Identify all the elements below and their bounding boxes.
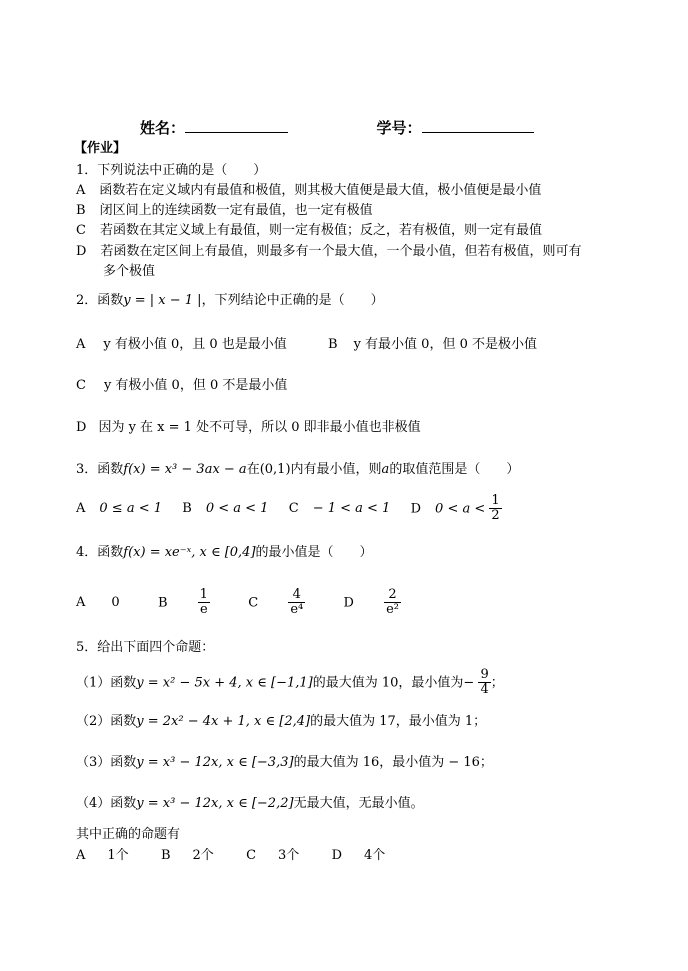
q5-option-b: B 2个 bbox=[160, 848, 214, 863]
q2-option-c: C y 有极小值 0，但 0 不是最小值 bbox=[76, 378, 288, 393]
q2-stem: 2．函数y = | x − 1 |，下列结论中正确的是（ ） bbox=[76, 293, 384, 308]
q3-option-d: D 0 < a < $\frac{1}{2}$ bbox=[410, 493, 500, 524]
q4-options bbox=[76, 588, 401, 618]
q4-stem: 4．函数f(x) = xe⁻ˣ, x ∈ [0,4]的最小值是（ ） bbox=[76, 545, 373, 560]
q5-proposition-4: （4）函数y = x³ − 12x, x ∈ [−2,2]无最大值，无最小值。 bbox=[76, 796, 424, 811]
q5-option-c: C 3个 bbox=[246, 848, 300, 863]
q5-option-d: D 4个 bbox=[331, 848, 386, 863]
q4-option-d: D $\frac{2}{\text{e²}}$ bbox=[343, 587, 399, 618]
q1-option-b: B 闭区间上的连续函数一定有最值，也一定有极值 bbox=[76, 203, 373, 218]
q5-p1-fraction: $\frac{9}{4}$ bbox=[480, 667, 489, 698]
q5-stem: 5．给出下面四个命题： bbox=[76, 640, 215, 655]
q4-option-c: C $\frac{4}{\text{e⁴}}$ bbox=[248, 587, 304, 618]
q5-options bbox=[76, 848, 385, 864]
q2-option-a: A y 有极小值 0，且 0 也是最小值 bbox=[76, 337, 287, 352]
q3-options bbox=[76, 494, 502, 524]
q3-option-b: B 0 < a < 1 bbox=[182, 501, 269, 517]
q5-option-a: A 1个 bbox=[76, 848, 129, 863]
name-blank[interactable] bbox=[185, 118, 288, 133]
name-label: 姓名： bbox=[140, 119, 186, 137]
section-title: 【作业】 bbox=[74, 141, 127, 156]
q3-option-a: A 0 ≤ a < 1 bbox=[76, 501, 162, 517]
student-id-blank[interactable] bbox=[422, 118, 534, 133]
q5-proposition-2: （2）函数y = 2x² − 4x + 1, x ∈ [2,4]的最大值为 17，最小值为 1； bbox=[76, 714, 487, 729]
q1-option-a: A 函数若在定义域内有最值和极值，则其极大值便是最大值，极小值便是最小值 bbox=[76, 183, 542, 198]
q1-option-c: C 若函数在其定义域上有最值，则一定有极值；反之，若有极值，则一定有最值 bbox=[76, 223, 542, 238]
q4-option-b: B $\frac{1}{e}$ bbox=[157, 587, 208, 618]
q2-option-d: D 因为 y 在 x = 1 处不可导，所以 0 即非最小值也非极值 bbox=[76, 420, 421, 435]
q5-proposition-1: （1）函数y = x² − 5x + 4, x ∈ [−1,1]的最大值为 10，最小值为− $\frac{9}{4}$ ； bbox=[76, 667, 504, 698]
q3-option-d-fraction: $\frac{1}{2}$ bbox=[491, 493, 500, 524]
q1-stem: 1．下列说法中正确的是（ ） bbox=[76, 163, 267, 178]
q5-conclusion: 其中正确的命题有 bbox=[76, 827, 181, 842]
q3-stem: 3．函数f(x) = x³ − 3ax − a在(0,1)内有最小值，则a的取值范围是（ ） bbox=[76, 462, 520, 477]
student-info-header bbox=[140, 118, 534, 138]
q2-option-b: B y 有最小值 0，但 0 不是极小值 bbox=[328, 337, 537, 352]
student-id-label: 学号： bbox=[376, 119, 422, 137]
q1-option-d-continued: 多个极值 bbox=[103, 264, 156, 279]
q5-proposition-3: （3）函数y = x³ − 12x, x ∈ [−3,3]的最大值为 16，最小值为 − 16； bbox=[76, 755, 493, 770]
q3-option-c: C − 1 < a < 1 bbox=[288, 501, 391, 517]
q1-option-d: D 若函数在定区间上有最值，则最多有一个最大值，一个最小值，但若有极值，则可有 bbox=[76, 244, 582, 259]
q4-option-a: A 0 bbox=[76, 595, 120, 611]
q3-formula: f(x) = x³ − 3ax − a bbox=[123, 462, 247, 477]
q2-formula: y = | x − 1 | bbox=[123, 293, 202, 308]
q3-interval: (0,1) bbox=[259, 462, 291, 477]
q4-formula: f(x) = xe⁻ˣ, x ∈ [0,4] bbox=[123, 545, 256, 560]
